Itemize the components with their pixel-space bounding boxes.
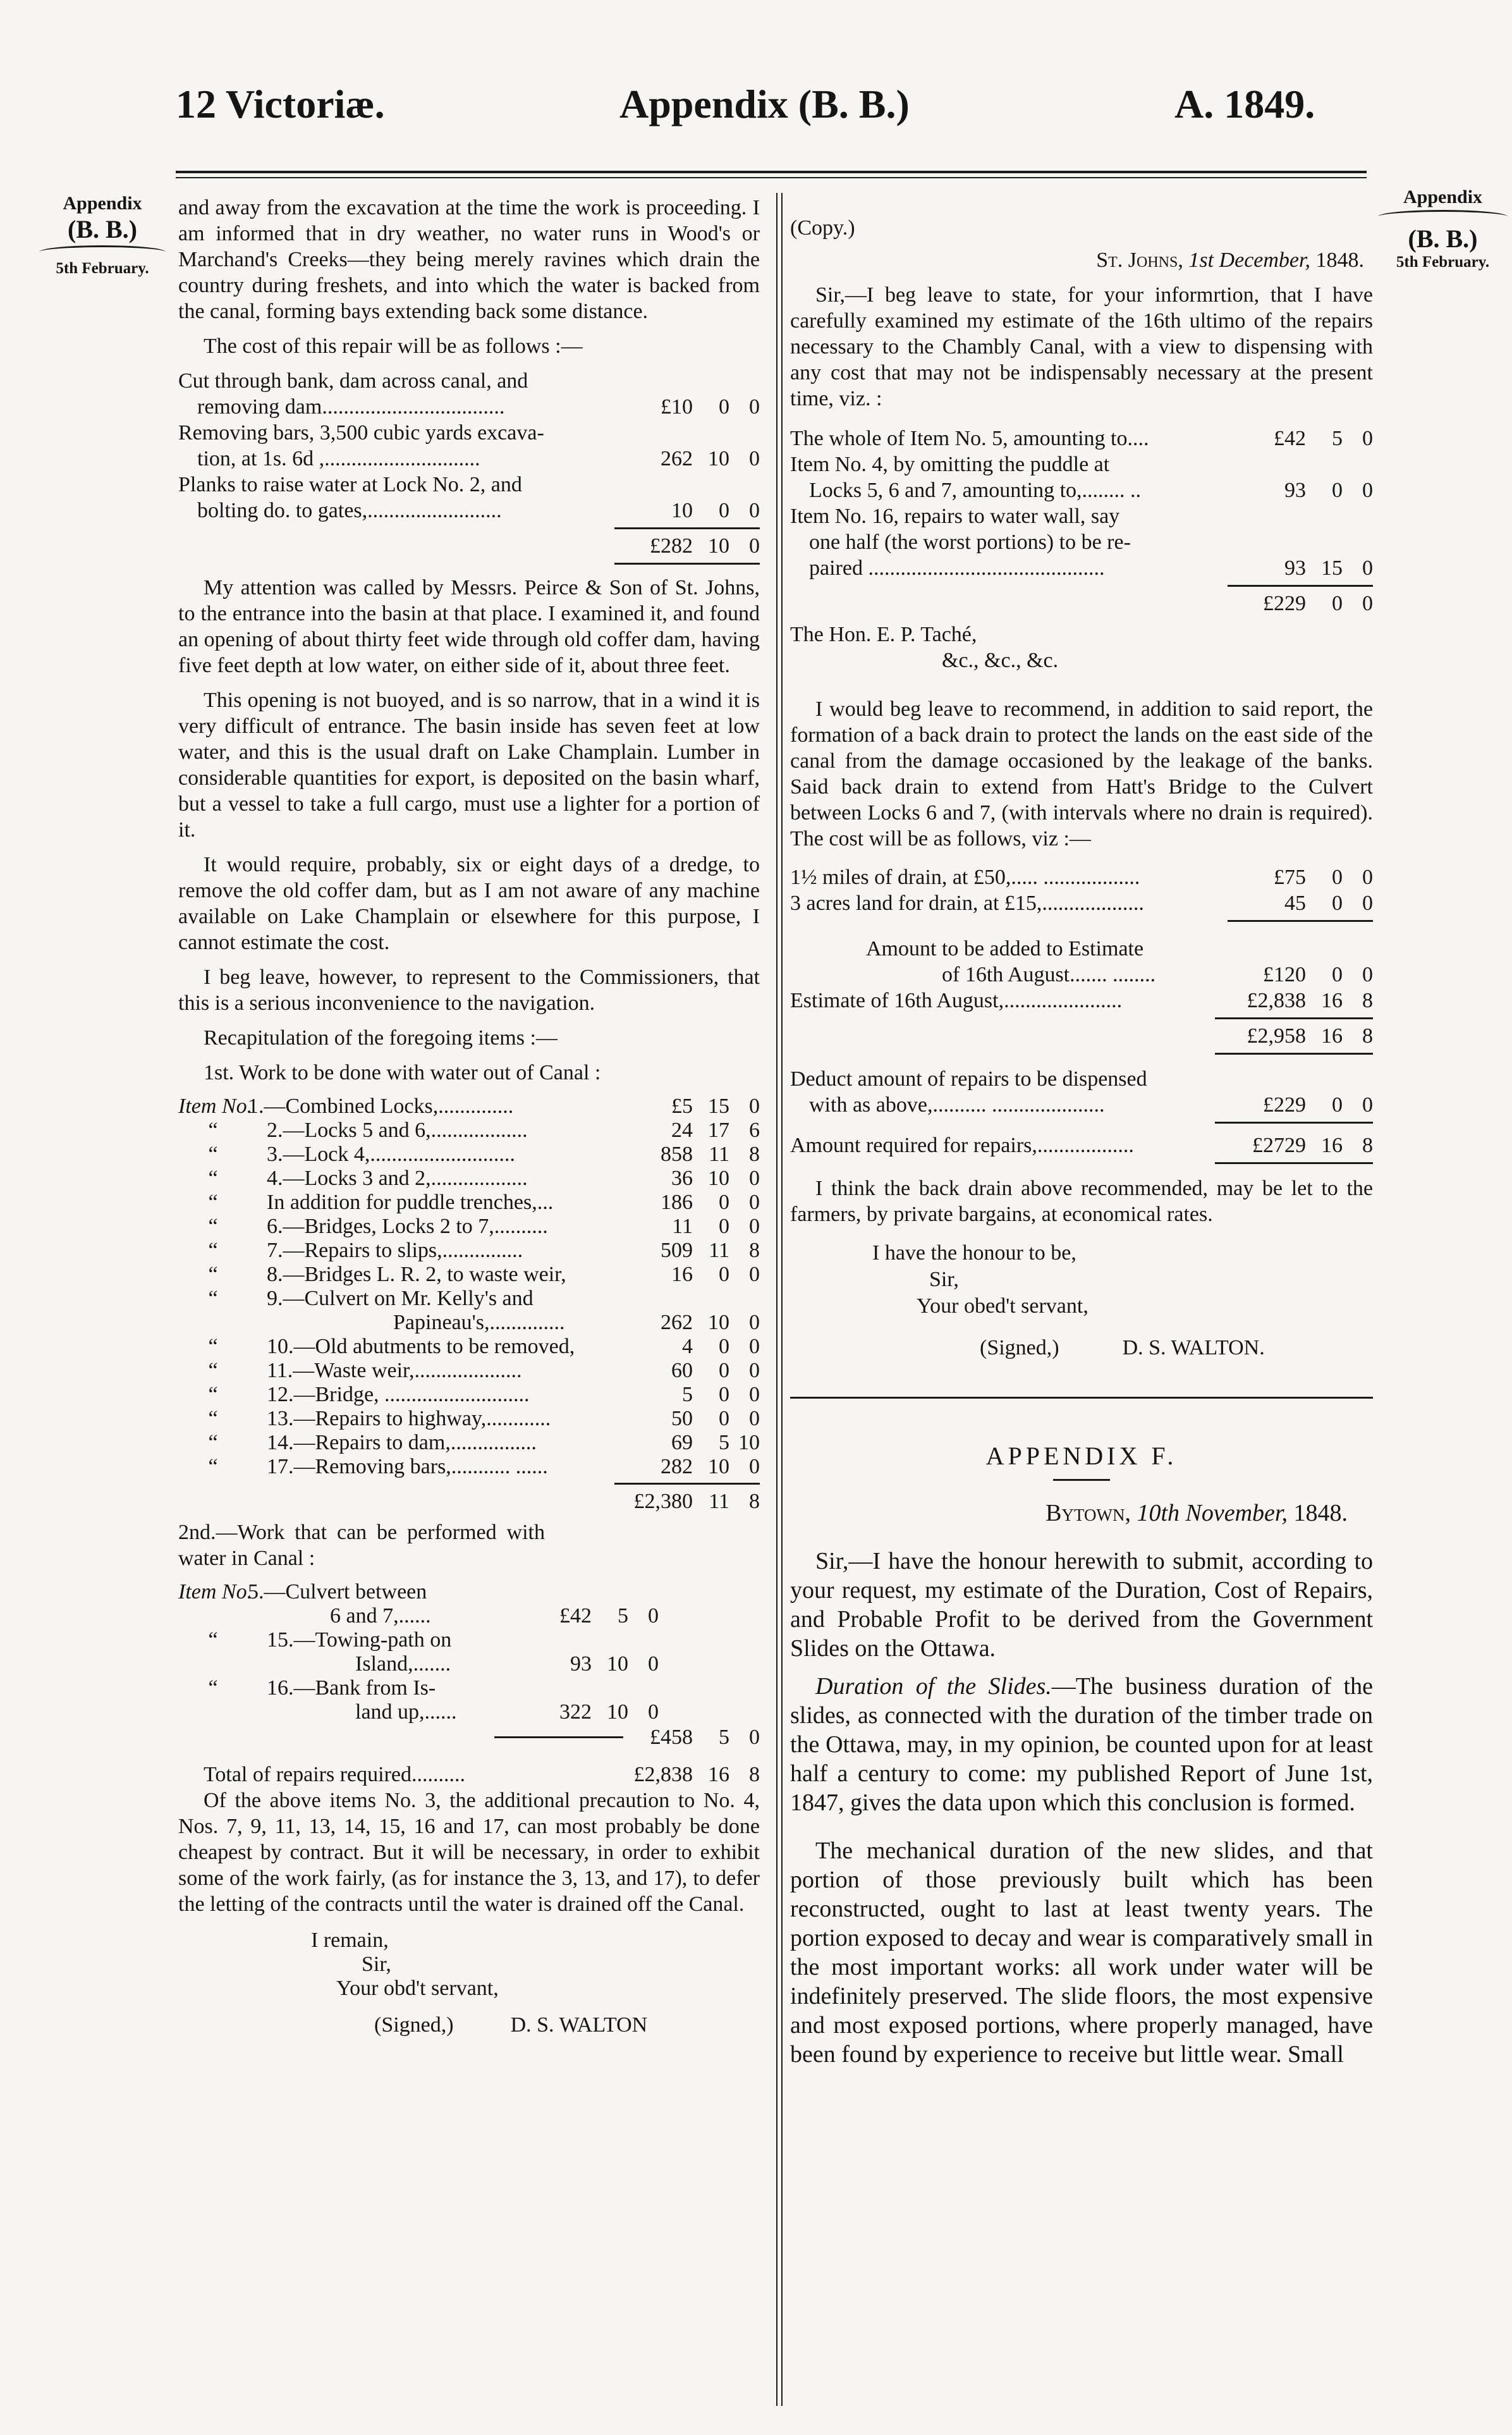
- slides-heading: Duration of the Slides.: [815, 1673, 1052, 1700]
- cost-item-line: Planks to raise water at Lock No. 2, and: [178, 473, 522, 496]
- column-divider-2: [781, 193, 783, 2406]
- total-rule: [1215, 1053, 1373, 1055]
- total-rule: [614, 563, 760, 565]
- total-rule: [1228, 585, 1373, 587]
- ditto-mark: “: [208, 1143, 218, 1166]
- table-row: of 16th August....... ........ £120 0 0: [942, 963, 1373, 986]
- dispense-total: £229 0 0: [1263, 592, 1373, 615]
- ditto-mark: “: [208, 1628, 218, 1652]
- margin-bb-right: (B. B.): [1408, 224, 1478, 253]
- signed-label: (Signed,): [980, 1336, 1059, 1359]
- grand-total: Total of repairs required.......... £2,838 16 8: [204, 1763, 760, 1786]
- cost-intro: The cost of this repair will be as follows :—: [204, 334, 583, 358]
- header-center: Appendix (B. B.): [619, 82, 910, 126]
- ditto-mark: “: [208, 1383, 218, 1406]
- signer-name: D. S. WALTON.: [1122, 1336, 1265, 1359]
- right-para-6: The mechanical duration of the new slides, and that portion of those previously built which has been reconstructed, ought to last at least twenty years. The portion exposed to decay and wear is comparatively small in the most important works: all work under water will be indefinitely preserved. The slide floors, the most expensive and most exposed portions, where properly managed, have been found by experience to receive but little wear. Small: [790, 1837, 1373, 2068]
- bytown-dateline: Bytown, 10th November, 1848.: [1046, 1500, 1348, 1526]
- recap-heading: Recapitulation of the foregoing items :—: [204, 1026, 558, 1050]
- ditto-mark: “: [208, 1119, 218, 1142]
- cost-item-line: bolting do. to gates,.........................: [197, 499, 502, 522]
- required-row: Amount required for repairs,.................. £2729 16 8: [790, 1134, 1373, 1157]
- margin-date: 5th February.: [56, 259, 149, 277]
- amount-pence: 0: [749, 395, 760, 419]
- table-row: Island,....... 93 10 0: [355, 1652, 659, 1676]
- table-row: with as above,.......... ..................... £229 0 0: [809, 1093, 1373, 1117]
- addressee-etc: &c., &c., &c.: [942, 649, 1059, 672]
- table-row: “ 3.—Lock 4,........................... 858 11 8: [178, 1143, 760, 1167]
- letter-dateline: St. Johns, 1st December, 1848.: [1096, 248, 1364, 272]
- cost-item-line: Removing bars, 3,500 cubic yards excava-: [178, 421, 544, 445]
- total-rule: [1215, 1017, 1373, 1019]
- table-row: “ 6.—Bridges, Locks 2 to 7,.......... 11 0 0: [178, 1215, 760, 1239]
- right-para-4: Sir,—I have the honour herewith to submit, according to your request, my estimate of the Duration, Cost of Repairs, and Probable Profit to be derived from the Government Slides on the Ottawa.: [790, 1548, 1373, 1662]
- left-para-4: It would require, probably, six or eight days of a dredge, to remove the old coffer dam, but as I am not aware of any machine available on Lake Champlain or elsewhere for this purpose, I cannot estimate the cost.: [178, 853, 760, 954]
- right-para-3: I think the back drain above recommended, may be let to the farmers, by private bargains, at economical rates.: [790, 1177, 1373, 1226]
- cost-total: £282 10 0: [650, 534, 760, 558]
- table-row: “ 7.—Repairs to slips,............... 509 11 8: [178, 1239, 760, 1263]
- total-rule: [614, 1483, 760, 1485]
- ditto-mark: “: [208, 1676, 218, 1700]
- margin-date-right: 5th February.: [1396, 253, 1490, 271]
- left-para-1: and away from the excavation at the time the work is proceeding. I am informed that in dry weather, no water runs in Wood's or Marchand's Creeks—they being merely ravines which drain the country during freshets, and into which the water is backed from the canal, forming bays extending back some distance.: [178, 196, 760, 323]
- signer-name: D. S. WALTON: [510, 2013, 648, 2037]
- table-row: 1½ miles of drain, at £50,..... .................. £75 0 0: [790, 866, 1373, 889]
- total-rule: [1228, 920, 1373, 922]
- ditto-mark: “: [208, 1335, 218, 1358]
- left-para-6: Of the above items No. 3, the additional precaution to No. 4, Nos. 7, 9, 11, 13, 14, 15, 16 and 17, can most probably be done cheapest by contract. But it will be necessary, in order to exhibit some of the work fairly, (as for instance the 3, 13, and 17), to defer the letting of the contracts until the water is drained off the Canal.: [178, 1789, 760, 1916]
- amount-pence: 0: [749, 447, 760, 470]
- ditto-mark: “: [208, 1287, 218, 1310]
- left-closing: I remain, Sir, Your obd't servant, (Signed,) D. S. WALTON: [311, 1929, 648, 2037]
- first-heading: 1st. Work to be done with water out of Canal :: [204, 1061, 601, 1084]
- header-rule-thin: [176, 177, 1367, 178]
- amount-pounds: 262: [661, 447, 693, 470]
- cost-item-line: removing dam..................................: [197, 395, 505, 419]
- table-row: “ 4.—Locks 3 and 2,.................. 36 10 0: [178, 1167, 760, 1191]
- copy-label: (Copy.): [790, 216, 855, 240]
- column-divider: [776, 193, 777, 2406]
- total-rule: [1215, 1162, 1373, 1164]
- ditto-mark: “: [208, 1455, 218, 1478]
- cost-table: [178, 368, 760, 565]
- table-row: The whole of Item No. 5, amounting to.... £42 5 0: [790, 427, 1373, 450]
- table-row: 6 and 7,...... £42 5 0: [330, 1604, 659, 1628]
- ditto-mark: “: [208, 1407, 218, 1430]
- table-row: “ In addition for puddle trenches,... 186 0 0: [178, 1191, 760, 1215]
- margin-label: Appendix: [63, 193, 142, 214]
- ditto-mark: “: [208, 1191, 218, 1214]
- item-no-label: Item No.: [178, 1095, 253, 1118]
- table-row: “ 11.—Waste weir,.................... 60 0 0: [178, 1359, 760, 1383]
- addressee: The Hon. E. P. Taché,: [790, 623, 977, 646]
- margin-brace-right: [1378, 210, 1508, 223]
- header-right: A. 1849.: [1174, 82, 1315, 126]
- right-para-2: I would beg leave to recommend, in addition to said report, the formation of a back drain to protect the lands on the east side of the canal from the damage occasioned by the leakage of the banks. Said back drain to extend from Hatt's Bridge to the Culvert between Locks 6 and 7, (with intervals where no drain is required). The cost will be as follows, viz :—: [790, 697, 1373, 850]
- second-heading: 2nd.—Work that can be performed with water in Canal :: [178, 1521, 545, 1570]
- ditto-mark: “: [208, 1359, 218, 1382]
- header-rule-thick: [176, 171, 1367, 173]
- left-para-5: I beg leave, however, to represent to the Commissioners, that this is a serious inconvenience to the navigation.: [178, 966, 760, 1015]
- table-row: “ 17.—Removing bars,........... ...... 282 10 0: [178, 1455, 760, 1479]
- appendix-f-title: APPENDIX F.: [985, 1442, 1178, 1470]
- first-items-table: [178, 1095, 760, 1479]
- right-para-5: Duration of the Slides.—The business duration of the slides, as connected with the duration of the timber trade on the Ottawa, may, in my opinion, be counted upon for at least half a century to come: my published Report of June 1st, 1847, gives the data upon which this conclusion is formed.: [790, 1673, 1373, 1816]
- ditto-mark: “: [208, 1215, 218, 1238]
- cost-row: [178, 368, 760, 420]
- margin-bb: (B. B.): [68, 214, 137, 243]
- cost-item-line: Cut through bank, dam across canal, and: [178, 369, 528, 393]
- total-rule: [614, 527, 760, 529]
- sum-row: £2,958 16 8: [1247, 1024, 1373, 1048]
- ditto-mark: “: [208, 1239, 218, 1262]
- amount-shillings: 0: [719, 499, 729, 522]
- table-row: “ 10.—Old abutments to be removed, 4 0 0: [178, 1335, 760, 1359]
- table-row: “ 12.—Bridge, ........................... 5 0 0: [178, 1383, 760, 1407]
- table-row: “ 2.—Locks 5 and 6,.................. 24 17 6: [178, 1119, 760, 1143]
- ditto-mark: “: [208, 1263, 218, 1286]
- drain-table: 1½ miles of drain, at £50,..... .................. £75 0 0 3 acres land for drain, at £15,................... 45 0 0 Amount to be added to Estimate of 16th August....... ........ £120 0 0 Estimate of 16th August,...................... £2,838 16 8 £2,958 16 8 Deduct amount of repairs to be dispensed with as above,.......... ..................... £229 0 0 Amount required for repairs,.................. £2729 16 8: [790, 864, 1373, 1164]
- right-para-1: Sir,—I beg leave to state, for your informrtion, that I have carefully examined my estimate of the 16th ultimo of the repairs necessary to the Chambly Canal, with a view to dispensing with any cost that may not be indispensably necessary at the present time, viz. :: [790, 283, 1373, 410]
- item-no-label: Item No.: [178, 1580, 253, 1604]
- first-total: £2,380 11 8: [633, 1490, 760, 1513]
- ditto-mark: “: [208, 1167, 218, 1190]
- table-row: land up,...... 322 10 0: [355, 1700, 659, 1724]
- amount-pence: 0: [749, 499, 760, 522]
- total-rule: [1215, 1122, 1373, 1124]
- second-total: £458 5 0: [178, 1724, 760, 1750]
- left-column: [178, 195, 760, 2037]
- left-para-2: My attention was called by Messrs. Peirce & Son of St. Johns, to the entrance into the basin at that place. I examined it, and found an opening of about thirty feet wide through old coffer dam, having five feet depth at low water, on either side of it, about three feet.: [178, 576, 760, 677]
- right-closing: I have the honour to be, Sir, Your obed't servant, (Signed,) D. S. WALTON.: [872, 1241, 1265, 1359]
- amount-shillings: 0: [719, 395, 729, 419]
- amount-pounds: 10: [671, 499, 693, 522]
- table-row: Item No. 1.—Combined Locks,.............. £5 15 0: [178, 1095, 760, 1118]
- section-divider: [790, 1397, 1373, 1399]
- left-para-3: This opening is not buoyed, and is so narrow, that in a wind it is very difficult of entrance. The basin inside has seven feet at low water, and this is the usual draft on Lake Champlain. Lumber in considerable quantities for export, is deposited on the basin wharf, but a vessel to take a full cargo, must use a lighter for a portion of it.: [178, 689, 760, 842]
- table-row: “ 13.—Repairs to highway,............ 50 0 0: [178, 1407, 760, 1431]
- margin-brace: [39, 245, 166, 259]
- ditto-mark: “: [208, 1431, 218, 1454]
- table-row: “ 9.—Culvert on Mr. Kelly's and: [178, 1287, 760, 1311]
- table-row: “ 14.—Repairs to dam,................ 69 5 10: [178, 1431, 760, 1455]
- table-row: paired ............................................ 93 15 0: [809, 556, 1373, 580]
- right-column: [790, 215, 1373, 2078]
- margin-label-right: Appendix: [1403, 187, 1483, 207]
- signed-label: (Signed,): [374, 2013, 454, 2037]
- table-row: Papineau's,.............. 262 10 0: [393, 1311, 760, 1334]
- amount-pounds: £10: [661, 395, 693, 419]
- header-left: 12 Victoriæ.: [176, 82, 385, 126]
- margin-note-right: [1378, 187, 1508, 271]
- cost-row: [178, 420, 760, 472]
- table-row: Locks 5, 6 and 7, amounting to,........ .. 93 0 0: [809, 479, 1373, 502]
- title-rule: [1053, 1479, 1110, 1481]
- table-row: 3 acres land for drain, at £15,................... 45 0 0: [790, 892, 1373, 915]
- second-items-table: Item No. 5.—Culvert between 6 and 7,...... £42 5 0 “ 15.—Towing-path on Island,....... 93 10 0 “ 16.—Bank from Is- land up,...... 322 10 0: [178, 1580, 659, 1724]
- table-row: “ 8.—Bridges L. R. 2, to waste weir, 16 0 0: [178, 1263, 760, 1287]
- cost-row: [178, 472, 760, 524]
- margin-note-left: [39, 193, 166, 278]
- cost-item-line: tion, at 1s. 6d ,.............................: [197, 447, 480, 470]
- dispense-table: The whole of Item No. 5, amounting to.... £42 5 0 Item No. 4, by omitting the puddle at Locks 5, 6 and 7, amounting to,........ .. 93 0 0 Item No. 16, repairs to water wall, say one half (the worst portions) to be re- paired ............................................ 93 15 0 £229 0 0: [790, 427, 1373, 615]
- amount-shillings: 10: [708, 447, 729, 470]
- table-row: Estimate of 16th August,...................... £2,838 16 8: [790, 989, 1373, 1012]
